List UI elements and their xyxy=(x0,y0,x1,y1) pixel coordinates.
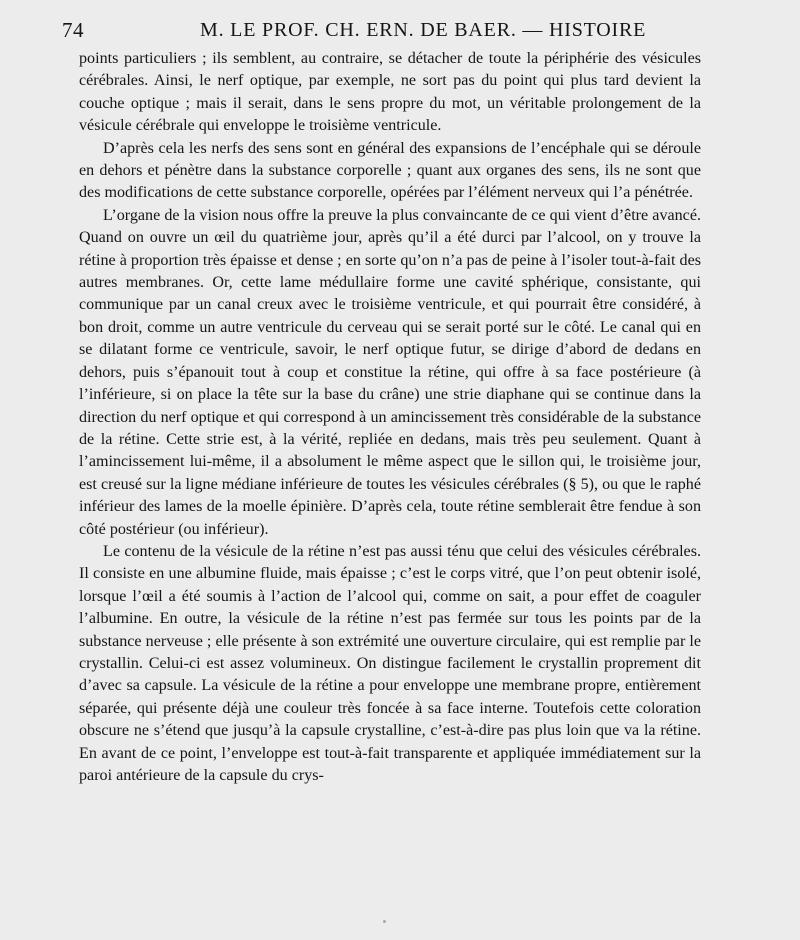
paragraph-retina-contents: Le contenu de la vésicule de la rétine n’est pas aussi ténu que celui des vésicules cérébrales. Il consiste en une albumine fluide, mais épaisse ; c’est le corps vitré, que l’on peut obtenir isolé, lorsque l’œil a été soumis à l’action de l’alcool qui, comme on sait, a pour effet de coaguler l’albumine. En outre, la vésicule de la rétine n’est pas fermée sur tous les points par de la substance nerveuse ; elle présente à son extrémité une ouverture circulaire, qui est remplie par le crystallin. Celui-ci est assez volumineux. On distingue facilement le crystallin proprement dit d’avec sa capsule. La vésicule de la rétine a pour enveloppe une membrane propre, entièrement séparée, qui présente déjà une couleur très foncée à sa face interne. Toutefois cette coloration obscure ne s’étend que jusqu’à la capsule crystalline, c’est-à-dire pas plus loin que va la rétine. En avant de ce point, l’enveloppe est tout-à-fait transparente et appliquée immédiatement sur la paroi antérieure de la capsule du crys- xyxy=(79,542,701,784)
paragraph-sense-nerves: D’après cela les nerfs des sens sont en général des expansions de l’encéphale qui se déroule en dehors et pénètre dans la substance corporelle ; quant aux organes des sens, ils ne sont que des modifications de cette substance corporelle, opérées par l’élément nerveux qui l’a pénétrée. xyxy=(79,139,701,202)
page-speck xyxy=(383,920,386,923)
page-header xyxy=(62,18,722,46)
running-title: M. LE PROF. CH. ERN. DE BAER. — HISTOIRE xyxy=(200,19,647,41)
body-text xyxy=(79,48,701,787)
paragraph-continued: points particuliers ; ils semblent, au contraire, se détacher de toute la périphérie des vésicules cérébrales. Ainsi, le nerf optique, par exemple, ne sort pas du point qui plus tard devient la couche optique ; mais il serait, dans le sens propre du mot, un véritable prolongement de la vésicule cérébrale qui enveloppe le troisième ventricule. xyxy=(79,50,701,135)
page-number: 74 xyxy=(62,18,84,42)
paragraph-vision-organ: L’organe de la vision nous offre la preuve la plus convaincante de ce qui vient d’être avancé. Quand on ouvre un œil du quatrième jour, après qu’il a été durci par l’alcool, on y trouve la rétine à proportion très épaisse et dense ; en sorte qu’on n’a pas de peine à l’isoler tout-à-fait des autres membranes. Or, cette lame médullaire forme une cavité sphérique, consistante, qui communique par un canal creux avec le troisième ventricule, et qui pourrait être considéré, à bon droit, comme un autre ventricule du cerveau qui se serait porté sur le côté. Le canal qui en se dilatant forme ce ventricule, savoir, le nerf optique futur, se dirige d’abord de dedans en dehors, puis s’épanouit tout à coup et constitue la rétine, qui offre à sa face postérieure (à l’inférieure, si on place la tête sur la base du crâne) une strie diaphane qui se continue dans la direction du nerf optique et qui correspond à un amincissement très considérable de la substance de la rétine. Cette strie est, à la vérité, repliée en dedans, mais très peu seulement. Quant à l’amincissement lui-même, il a absolument le même aspect que le sillon qui, le troisième jour, est creusé sur la ligne médiane inférieure de toutes les vésicules cérébrales (§ 5), ou que le raphé inférieur des lames de la moelle épinière. D’après cela, toute rétine semblerait être fendue à son côté postérieur (ou inférieur). xyxy=(79,206,701,538)
